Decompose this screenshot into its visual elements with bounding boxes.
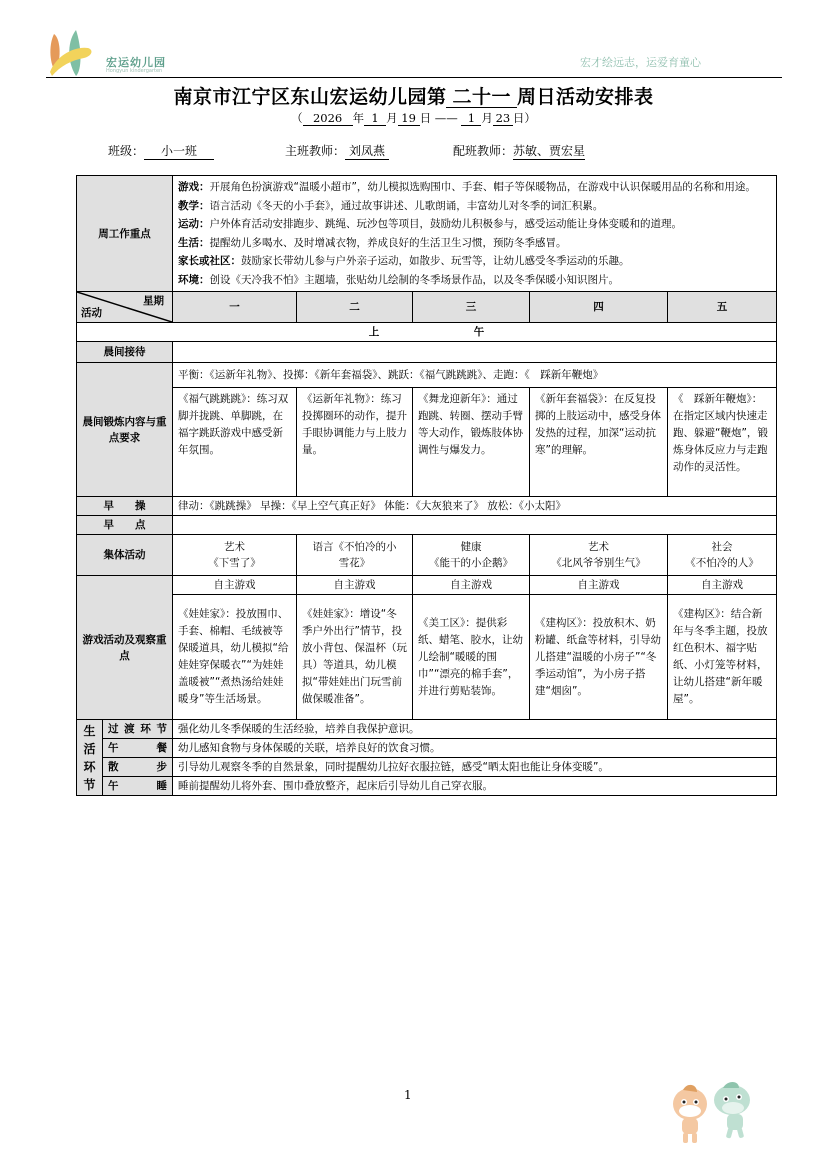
head-teacher-info [285,142,389,160]
year-label: 年 [352,111,365,125]
morning-exercise-mon: 《福气跳跳跳》：练习双脚并拢跳、单脚跳，在福字跳跃游戏中感受新年氛围。 [173,388,297,497]
life-row-walk [77,758,777,777]
corner-cell [77,292,173,323]
focus-item [178,178,771,197]
weekday-fri: 五 [668,292,777,323]
life-label-transition: 过渡环节 [103,720,173,739]
week-number: 二十一 [446,87,517,108]
weekly-focus-label: 周工作重点 [77,176,173,292]
game-activity-label: 游戏活动及观察重点 [77,576,173,720]
assistant-label: 配班教师： [453,144,514,158]
focus-text: 语言活动《冬天的小手套》，通过故事讲述、儿歌朗诵，丰富幼儿对冬季的词汇积累。 [209,199,604,212]
life-label-lunch: 午餐 [103,739,173,758]
focus-item [178,252,771,271]
end-month: 1 [461,112,481,126]
morning-section-label: 上 午 [77,323,777,342]
game-type-row [77,576,777,595]
life-label-walk: 散步 [103,758,173,777]
focus-key: 教学： [178,199,210,212]
focus-item [178,215,771,234]
subject: 艺术 [588,541,609,553]
corner-weekday-label: 星期 [143,295,164,307]
head-teacher-label: 主班教师： [285,144,346,158]
date-range [0,110,827,126]
range-separator: —— [434,111,458,125]
year-value: 2026 [303,112,353,126]
title-suffix: 周日活动安排表 [517,86,654,108]
assistant-teacher-info [453,142,585,160]
game-detail-thu: 《建构区》：投放积木、奶粉罐、纸盒等材料，引导幼儿搭建“温暖的小房子”“冬季运动馆”，为小房子搭建“烟囱”。 [530,595,668,720]
activity-title: 《下雪了》 [208,557,261,569]
game-detail-row [77,595,777,720]
game-type-mon: 自主游戏 [173,576,297,595]
month-label: 月 [481,111,493,125]
group-activity-thu [530,535,668,576]
life-value-nap: 睡前提醒幼儿将外套、围巾叠放整齐，起床后引导幼儿自己穿衣服。 [173,777,777,796]
morning-exercise-summary-row [77,363,777,388]
subject: 健康 [460,541,482,553]
morning-drill-value: 律动：《跳跳操》 早操：《早上空气真正好》 体能：《大灰狼来了》 放松：《小太阳》 [173,497,777,516]
activity-title: 《不怕冷的人》 [685,557,759,569]
game-detail-tue: 《娃娃家》：增设“冬季户外出行”情节，投放小背包、保温杯（玩具）等道具，幼儿模拟“带娃娃出门玩雪前做保暖准备”。 [297,595,413,720]
group-activity-fri [668,535,777,576]
activity-title: 《能干的小企鹅》 [429,557,513,569]
morning-drill-row [77,497,777,516]
morning-exercise-days-row [77,388,777,497]
logo-name: 宏运幼儿园 [106,56,166,69]
life-row-nap [77,777,777,796]
morning-exercise-summary: 平衡：《运新年礼物》、投掷：《新年套福袋》、跳跃：《福气跳跳跳》、走跑：《 踩新年鞭炮》 [173,363,777,388]
start-day: 19 [398,112,420,126]
title-prefix: 南京市江宁区东山宏运幼儿园第 [173,86,447,108]
group-activity-wed [413,535,530,576]
focus-key: 游戏： [178,181,210,193]
class-info [108,142,214,160]
head-teacher-value: 刘凤燕 [345,142,389,160]
focus-key: 家长或社区： [178,255,241,267]
group-activity-tue [297,535,413,576]
game-type-tue: 自主游戏 [297,576,413,595]
morning-reception-label: 晨间接待 [77,342,173,363]
focus-key: 运动： [178,218,210,230]
day-label: 日 [419,111,432,125]
life-row-lunch [77,739,777,758]
subject: 艺术 [224,541,245,553]
life-row-transition [77,720,777,739]
subject: 语言《不怕冷的小 [312,541,397,553]
page-title [0,82,827,109]
logo-h-icon [46,26,106,78]
morning-reception-row [77,342,777,363]
life-section-text [77,722,102,794]
morning-drill-label: 早 操 [77,497,173,516]
game-detail-fri: 《建构区》：结合新年与冬季主题，投放红色积木、福字贴纸、小灯笼等材料，让幼儿搭建“新年暖屋”。 [668,595,777,720]
corner-activity-label: 活动 [81,307,102,319]
mascot-illustration-icon [665,1078,775,1148]
header-rule [46,77,782,78]
kindergarten-logo [46,26,176,78]
paren-open: （ [291,111,303,125]
weekday-header-row [77,292,777,323]
weekly-focus-content [173,176,777,292]
morning-exercise-label: 晨间锻炼内容与重点要求 [77,363,173,497]
game-detail-mon: 《娃娃家》：投放围巾、手套、棉帽、毛绒被等保暖道具，幼儿模拟“给娃娃穿保暖衣”“为娃娃盖暖被”“煮热汤给娃娃暖身”等生活场景。 [173,595,297,720]
life-value-lunch: 幼儿感知食物与身体保暖的关联，培养良好的饮食习惯。 [173,739,777,758]
subject: 社会 [711,541,733,553]
game-type-fri: 自主游戏 [668,576,777,595]
focus-key: 生活： [178,236,210,249]
day-label: 日 [512,111,525,125]
logo-subtitle: Hongyun kindergarten [106,68,163,74]
morning-snack-value [173,516,777,535]
morning-exercise-wed: 《舞龙迎新年》：通过跑跳、转圈、摆动手臂等大动作，锻炼肢体协调性与爆发力。 [413,388,530,497]
life-section-char: 活 [83,741,96,756]
focus-key: 环境： [178,273,210,286]
life-section-char: 环 [83,759,96,774]
month-label: 月 [386,111,398,125]
focus-text: 鼓励家长带幼儿参与户外亲子运动，如散步、玩雪等，让幼儿感受冬季运动的乐趣。 [241,255,630,267]
life-value-walk: 引导幼儿观察冬季的自然景象，同时提醒幼儿拉好衣服拉链，感受“晒太阳也能让身体变暖”。 [173,758,777,777]
activity-title: 雪花》 [338,557,371,569]
weekly-focus-row [77,176,777,292]
end-day: 23 [493,112,513,126]
game-type-thu: 自主游戏 [530,576,668,595]
paren-close: ） [524,111,536,125]
morning-exercise-tue: 《运新年礼物》：练习投掷圈环的动作，提升手眼协调能力与上肢力量。 [297,388,413,497]
weekday-tue: 二 [297,292,413,323]
class-value: 小一班 [144,142,214,160]
morning-section-row [77,323,777,342]
class-label: 班级： [108,144,145,158]
focus-text: 提醒幼儿多喝水、及时增减衣物，养成良好的生活卫生习惯，预防冬季感冒。 [209,236,567,249]
morning-snack-row [77,516,777,535]
focus-item [178,234,771,253]
schedule-table [76,175,777,796]
game-type-wed: 自主游戏 [413,576,530,595]
focus-text: 创设《天冷我不怕》主题墙，张贴幼儿绘制的冬季场景作品，以及冬季保暖小知识图片。 [209,273,619,286]
morning-snack-label: 早 点 [77,516,173,535]
slogan: 宏才绘远志，运爱育童心 [580,56,701,69]
morning-exercise-fri: 《 踩新年鞭炮》：在指定区域内快速走跑、躲避“鞭炮”，锻炼身体反应力与走跑动作的灵活性。 [668,388,777,497]
morning-exercise-thu: 《新年套福袋》：在反复投掷的上肢运动中，感受身体发热的过程，加深“运动抗寒”的理解。 [530,388,668,497]
weekday-wed: 三 [413,292,530,323]
focus-text: 开展角色扮演游戏“温暖小超市”，幼儿模拟选购围巾、手套、帽子等保暖物品，在游戏中认识保暖用品的名称和用途。 [209,181,756,193]
orange-mascot [673,1085,707,1143]
life-value-transition: 强化幼儿冬季保暖的生活经验，培养自我保护意识。 [173,720,777,739]
life-section-char: 节 [83,777,96,792]
life-section-char: 生 [83,723,96,738]
morning-reception-value [173,342,777,363]
life-label-nap: 午睡 [103,777,173,796]
focus-item [178,197,771,216]
group-activity-label: 集体活动 [77,535,173,576]
focus-item [178,271,771,290]
group-activity-mon [173,535,297,576]
start-month: 1 [364,112,386,126]
assistant-value: 苏敏、贾宏星 [513,144,586,158]
weekday-mon: 一 [173,292,297,323]
activity-title: 《北风爷爷别生气》 [551,557,646,569]
page-number: 1 [404,1088,412,1102]
weekday-thu: 四 [530,292,668,323]
group-activity-row [77,535,777,576]
focus-text: 户外体育活动安排跑步、跳绳、玩沙包等项目，鼓励幼儿积极参与，感受运动能让身体变暖和的道理。 [209,218,682,230]
life-section-label [77,720,103,796]
game-detail-wed: 《美工区》：提供彩纸、蜡笔、胶水，让幼儿绘制“暖暖的围巾”“漂亮的棉手套”，并进行剪贴装饰。 [413,595,530,720]
green-mascot [714,1082,750,1139]
